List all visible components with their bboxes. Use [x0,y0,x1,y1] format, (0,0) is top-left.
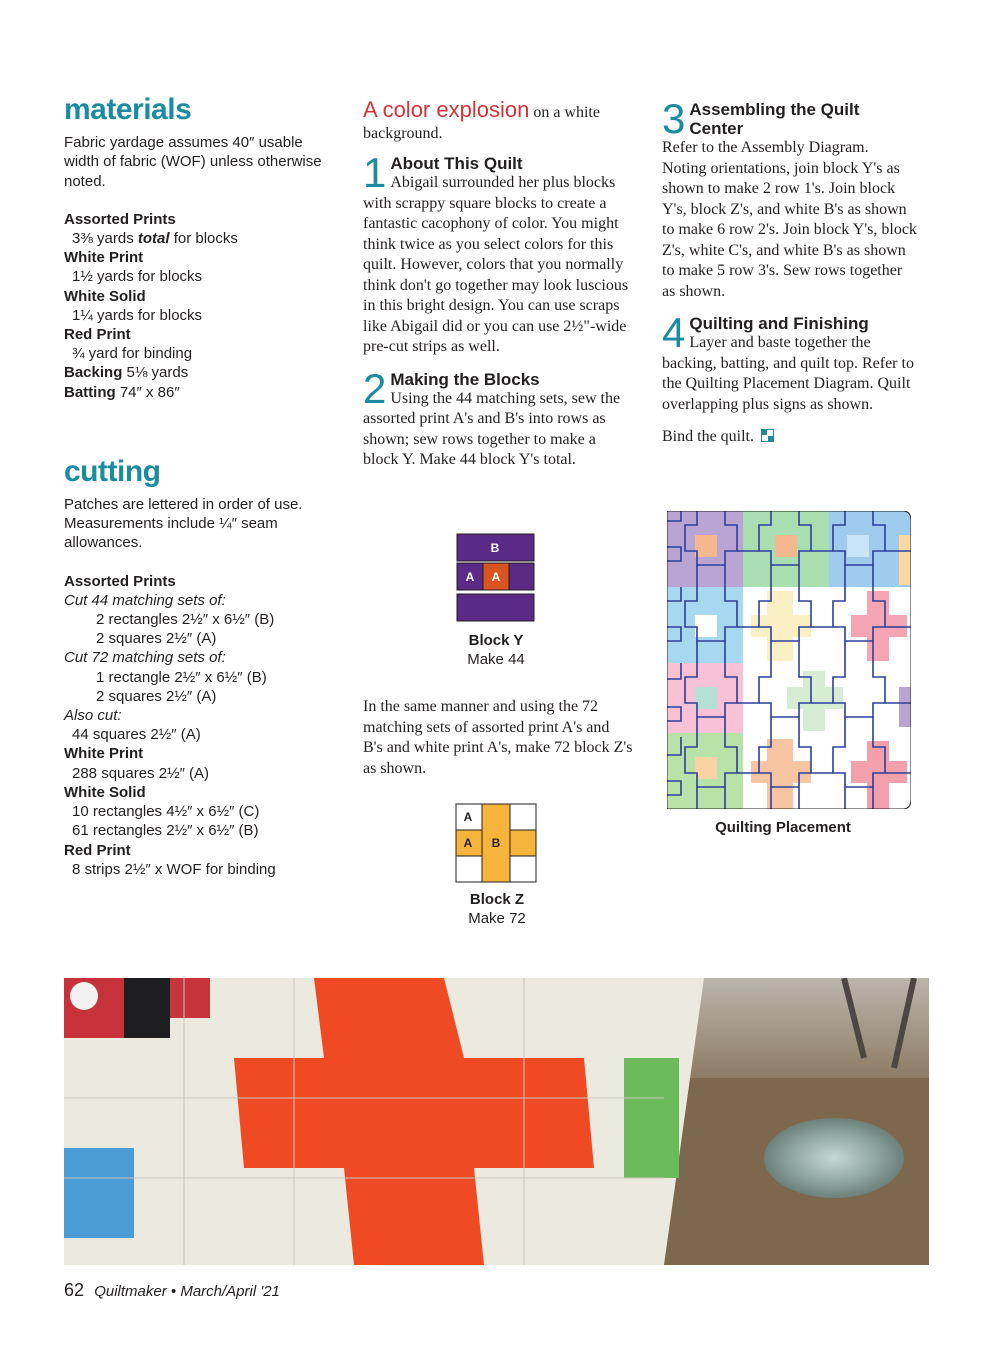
cutting-white-solid-label: White Solid [64,783,146,801]
qp-block [829,511,911,587]
materials-intro: Fabric yardage assumes 40″ usable width of fabric (WOF) unless otherwise noted. [64,134,322,190]
cutting-also: Also cut: [64,707,122,725]
step-number: 2 [363,364,387,412]
intro-headline [363,97,633,144]
cutting-cut72: Cut 72 matching sets of: [64,649,226,667]
block-z-label-b: B [491,836,501,850]
materials-assorted-label: Assorted Prints [64,210,176,228]
cutting-white-solid-a: 10 rectangles 4½″ x 6½″ (C) [72,803,260,821]
end-mark-icon [761,429,774,442]
cutting-cut44-a: 2 rectangles 2½″ x 6½″ (B) [96,611,275,629]
step-number: 1 [363,149,387,196]
step-3 [662,95,917,302]
materials-red-print-label: Red Print [64,326,131,344]
step-number: 3 [662,95,686,142]
materials-white-print-qty: 1½ yards for blocks [72,268,203,286]
block-y-label-b: B [490,541,500,555]
cutting-also-a: 44 squares 2½″ (A) [72,726,201,744]
block-z-title: Block Z [469,891,525,908]
quilting-placement-svg [667,511,911,809]
materials-white-solid-label: White Solid [64,287,146,305]
materials-assorted-qty [64,229,334,248]
batting-label: Batting [64,383,116,401]
headline-accent: A color explosion [363,97,530,122]
column-materials-cutting [64,93,334,879]
step-title: Making the Blocks [390,369,540,389]
bind-text: Bind the quilt. [662,428,754,445]
block-y-label-a1: A [465,570,475,584]
step-4 [662,309,917,415]
qp-block [751,615,811,637]
quilt-photo-svg [64,978,929,1265]
block-z-caption [437,890,557,928]
headline-tail: on a white background. [363,104,600,142]
photo-green-strip [624,1058,679,1178]
materials-backing [64,363,334,382]
quilt-photo [64,978,929,1265]
page-footer [64,1280,280,1301]
backing-qty: 5⅛ yards [122,364,189,382]
assorted-qty-post: for blocks [169,230,238,248]
magazine-name: Quiltmaker [94,1283,167,1300]
qp-block [847,535,869,557]
cutting-cut72-b: 2 squares 2½″ (A) [96,687,217,705]
block-y-caption [436,631,556,669]
cutting-red-print-label: Red Print [64,841,131,859]
cutting-white-print-label: White Print [64,745,144,763]
quilting-placement-caption [683,818,883,837]
column-instructions-2 [662,95,917,448]
photo-peppermint [70,982,98,1010]
qp-block [851,615,907,637]
step-2 [363,364,633,471]
cutting-title: cutting [64,454,161,488]
qp-block [695,757,717,779]
qp-block [775,535,797,557]
block-z-diagram [455,803,539,890]
photo-bowl [764,1118,904,1198]
block-z-bl [456,856,482,882]
materials-batting [64,383,334,402]
materials-white-solid-qty: 1¼ yards for blocks [72,306,203,324]
photo-wall [664,978,929,1078]
assorted-qty-total: total [137,230,170,248]
assorted-qty-pre: 3⅜ yards [72,230,138,248]
step-title: Quilting and Finishing [689,314,869,333]
step-title: About This Quilt [390,154,523,173]
same-manner-paragraph: In the same manner and using the 72 matching sets of assorted print A's and B's and white print A's, make 72 block Z's as shown. [363,698,633,777]
cutting-intro: Patches are lettered in order of use. Measurements include ¼″ seam allowances. [64,496,303,552]
block-y-make: Make 44 [467,651,525,668]
block-z-label-a1: A [463,810,473,824]
backing-label: Backing [64,364,123,382]
cutting-assorted-label: Assorted Prints [64,572,176,590]
quilting-placement-diagram [667,511,911,809]
cutting-cut44-b: 2 squares 2½″ (A) [96,630,217,648]
materials-white-print-label: White Print [64,249,144,267]
block-y-label-a2: A [491,570,501,584]
qp-block [751,761,811,783]
block-z-svg [455,803,539,885]
qp-block [787,687,843,709]
block-z-br [510,856,536,882]
quilting-placement-title: Quilting Placement [715,819,851,836]
cutting-cut72-a: 1 rectangle 2½″ x 6½″ (B) [96,668,267,686]
step-title: Assembling the Quilt Center [689,100,860,138]
block-y-bottom-bar [457,594,534,621]
photo-black-print [124,978,170,1038]
qp-block [899,687,911,727]
issue-date: • March/April '21 [166,1283,280,1300]
qp-block [851,761,907,783]
step-body: Abigail surrounded her plus blocks with scrappy square blocks to create a fantastic cacophony of color. You might think twice as you select colors for this quilt. However, colors that you normally think don't go together may look luscious in this bright design. You can use scraps like Abigail did or you can use 2½"-wide pre-cut strips as well. [363,174,629,355]
photo-blue-square [64,1148,134,1238]
block-z-mr [510,830,536,856]
cutting-list [64,572,334,879]
block-z-tr [510,804,536,830]
bind-line [662,427,917,448]
step-1 [363,149,633,358]
photo-red-print-2 [170,978,210,1018]
block-z-label-a2: A [463,836,473,850]
cutting-white-print-a: 288 squares 2½″ (A) [72,764,210,782]
block-y-right [509,563,534,590]
page-number: 62 [64,1280,85,1300]
block-y-svg [456,533,536,623]
qp-block [695,535,717,557]
step-body: Using the 44 matching sets, sew the assorted print A's and B's into rows as shown; sew rows together to make a block Y. Make 44 block Y's total. [363,389,621,468]
cutting-red-print-a: 8 strips 2½″ x WOF for binding [72,860,276,878]
step-body: Refer to the Assembly Diagram. Noting orientations, join block Y's as shown to make 2 row 1's. Join block Y's, block Z's, and white B's as shown to make 6 row 2's. Join block Y's, block Z's, white C's, and white B's as shown to make 5 row 3's. Sew rows together as shown. [662,139,917,300]
step-number: 4 [662,309,686,356]
materials-title: materials [64,93,192,126]
materials-red-print-qty: ¾ yard for binding [72,345,193,363]
block-y-diagram [456,533,536,628]
block-y-title: Block Y [468,632,524,649]
block-z-make: Make 72 [468,910,526,927]
cutting-white-solid-b: 61 rectangles 2½″ x 6½″ (B) [72,822,259,840]
step-body: Layer and baste together the backing, batting, and quilt top. Refer to the Quilting Placement Diagram. Quilt overlapping plus signs as shown. [662,334,914,413]
materials-list [64,210,334,402]
qp-block [899,535,911,585]
qp-block [695,615,717,637]
qp-block [695,687,717,709]
batting-qty: 74″ x 86″ [115,383,180,401]
column-instructions-1 [363,97,633,471]
cutting-cut44: Cut 44 matching sets of: [64,591,226,609]
